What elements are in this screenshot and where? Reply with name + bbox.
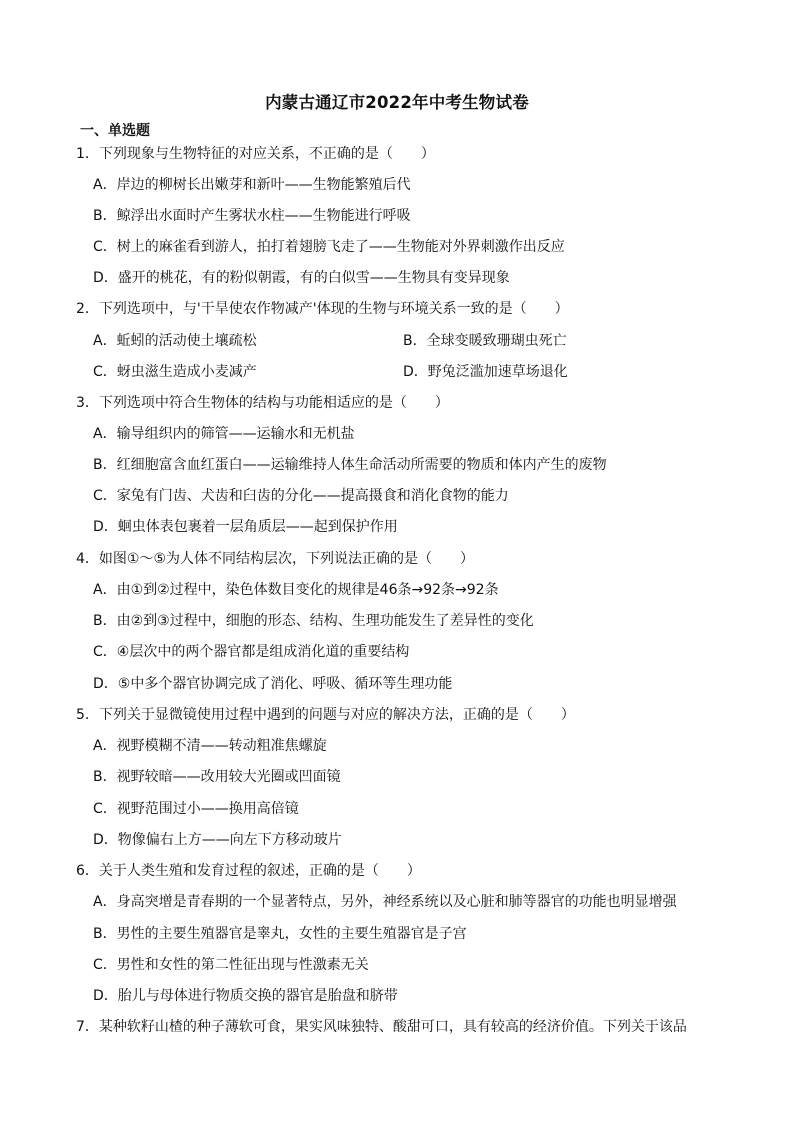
option-d: D．物像偏右上方——向左下方移动玻片	[93, 832, 342, 848]
option-b: B．红细胞富含血红蛋白——运输维持人体生命活动所需要的物质和体内产生的废物	[93, 457, 607, 473]
question-stem: 3．下列选项中符合生物体的结构与功能相适应的是（ ）	[76, 395, 449, 411]
option-a: A．输导组织内的筛管——运输水和无机盐	[93, 426, 355, 442]
option-a: A．岸边的柳树长出嫩芽和新叶——生物能繁殖后代	[93, 177, 411, 193]
option-a: A．身高突增是青春期的一个显著特点，另外，神经系统以及心脏和肺等器官的功能也明显增强	[93, 894, 677, 910]
question-stem: 4．如图①～⑤为人体不同结构层次，下列说法正确的是（ ）	[76, 551, 475, 567]
option-c: C．男性和女性的第二性征出现与性激素无关	[93, 957, 369, 973]
option-a: A．蚯蚓的活动使土壤疏松	[93, 333, 257, 349]
option-c: C．树上的麻雀看到游人，拍打着翅膀飞走了——生物能对外界刺激作出反应	[93, 239, 565, 255]
option-d: D．⑤中多个器官协调完成了消化、呼吸、循环等生理功能	[93, 676, 453, 692]
option-b: B．男性的主要生殖器官是睾丸，女性的主要生殖器官是子宫	[93, 926, 467, 942]
option-b: B．由②到③过程中，细胞的形态、结构、生理功能发生了差异性的变化	[93, 613, 534, 629]
option-c: C．家兔有门齿、犬齿和臼齿的分化——提高摄食和消化食物的能力	[93, 488, 509, 504]
option-a: A．视野模糊不清——转动粗准焦螺旋	[93, 738, 327, 754]
page-title: 内蒙古通辽市2022年中考生物试卷	[265, 93, 529, 112]
option-c: C．视野范围过小——换用高倍镜	[93, 801, 299, 817]
option-d: D．胎儿与母体进行物质交换的器官是胎盘和脐带	[93, 988, 398, 1004]
question-stem: 1．下列现象与生物特征的对应关系，不正确的是（ ）	[76, 146, 435, 162]
option-c: C．④层次中的两个器官都是组成消化道的重要结构	[93, 644, 410, 660]
question-stem: 5．下列关于显微镜使用过程中遇到的问题与对应的解决方法，正确的是（ ）	[76, 707, 575, 723]
section-heading: 一、单选题	[80, 123, 150, 139]
question-stem: 7．某种软籽山楂的种子薄软可食，果实风味独特、酸甜可口，具有较高的经济价值。下列关于该品	[76, 1019, 687, 1035]
option-c: C．蚜虫滋生造成小麦减产	[93, 364, 257, 380]
option-d: D．蛔虫体表包裹着一层角质层——起到保护作用	[93, 519, 398, 535]
option-b: B．全球变暖致珊瑚虫死亡	[403, 333, 567, 349]
question-stem: 6．关于人类生殖和发育过程的叙述，正确的是（ ）	[76, 863, 421, 879]
question-stem: 2．下列选项中，与'干旱使农作物减产'体现的生物与环境关系一致的是（ ）	[76, 301, 569, 317]
option-a: A．由①到②过程中，染色体数目变化的规律是46条→92条→92条	[93, 582, 499, 598]
option-b: B．鲸浮出水面时产生雾状水柱——生物能进行呼吸	[93, 208, 411, 224]
option-b: B．视野较暗——改用较大光圈或凹面镜	[93, 769, 341, 785]
option-d: D．盛开的桃花，有的粉似朝霞，有的白似雪——生物具有变异现象	[93, 270, 510, 286]
option-d: D．野兔泛滥加速草场退化	[403, 364, 568, 380]
